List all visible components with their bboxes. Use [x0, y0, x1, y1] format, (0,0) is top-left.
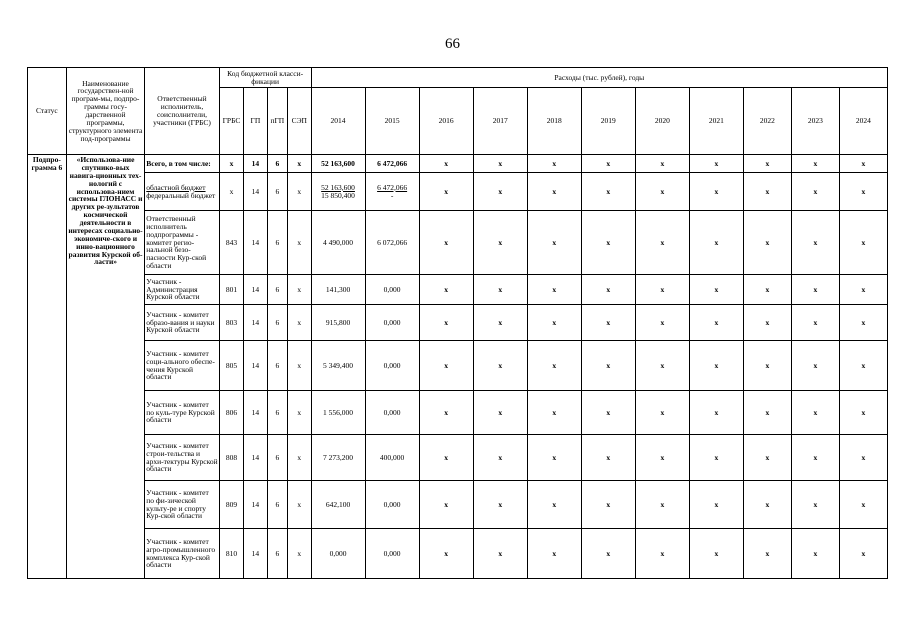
amount-cell: x [473, 435, 527, 481]
code-cell: 14 [244, 275, 267, 305]
code-cell: x [288, 155, 311, 173]
program-name-cell: «Использова-ние спутнико-вых навига-ционных тех-нологий с использова-нием системы ГЛОНАСС и других ре-зультатов космической деятельности в интересах социально-экономиче-ского и инно-вационного развития Курской об-ласти» [66, 155, 145, 579]
amount-cell: x [635, 211, 689, 275]
amount-cell: x [635, 275, 689, 305]
amount-cell: 52 163,600 [311, 155, 365, 173]
executor-cell [145, 173, 219, 211]
amount-cell: x [581, 211, 635, 275]
amount-cell: 400,000 [365, 435, 419, 481]
amount-cell: x [743, 155, 791, 173]
code-cell: 6 [267, 481, 287, 529]
code-cell: x [288, 173, 311, 211]
code-cell: 6 [267, 305, 287, 341]
amount-cell: 1 556,000 [311, 391, 365, 435]
amount-cell: x [419, 305, 473, 341]
status-cell: Подпро-грамма 6 [28, 155, 67, 579]
amount-cell: x [419, 275, 473, 305]
amount-cell: x [635, 305, 689, 341]
amount-cell: 0,000 [365, 529, 419, 579]
amount-cell: x [791, 481, 839, 529]
code-cell: 6 [267, 391, 287, 435]
amount-cell: x [743, 173, 791, 211]
amount-cell: 5 349,400 [311, 341, 365, 391]
executor-cell: Участник - Администрация Курской области [145, 275, 219, 305]
code-header: СЭП [288, 88, 311, 155]
code-cell: 14 [244, 305, 267, 341]
amount-cell: x [839, 275, 887, 305]
code-cell: x [288, 275, 311, 305]
amount-cell: x [419, 529, 473, 579]
code-cell: 6 [267, 529, 287, 579]
table-row [28, 481, 888, 529]
amount-cell: x [689, 211, 743, 275]
executor-cell: Участник - комитет по фи-зической культу-ре и спорту Кур-ской области [145, 481, 219, 529]
amount-cell: x [791, 435, 839, 481]
amount-cell: x [689, 173, 743, 211]
amount-cell: x [527, 341, 581, 391]
code-cell: x [288, 481, 311, 529]
amount-cell: x [419, 211, 473, 275]
amount-cell: x [839, 305, 887, 341]
amount-cell: x [527, 435, 581, 481]
amount-cell: x [743, 435, 791, 481]
amount-cell: x [689, 155, 743, 173]
code-header: ГП [244, 88, 267, 155]
executor-cell: Участник - комитет по куль-туре Курской области [145, 391, 219, 435]
year-header: 2021 [689, 88, 743, 155]
year-header: 2022 [743, 88, 791, 155]
amount-cell: x [527, 275, 581, 305]
year-header: 2024 [839, 88, 887, 155]
amount-cell: x [635, 173, 689, 211]
amount-cell: 0,000 [365, 305, 419, 341]
executor-header: Ответственный исполнитель, соисполнители, участники (ГРБС) [145, 68, 219, 155]
executor-cell: Ответственный исполнитель подпрограммы - комитет регио-нальной безо-пасности Кур-ской области [145, 211, 219, 275]
code-cell: 14 [244, 529, 267, 579]
table-row [28, 391, 888, 435]
amount-cell: x [791, 155, 839, 173]
code-cell: 14 [244, 435, 267, 481]
amount-cell: x [473, 341, 527, 391]
amount-cell: x [635, 481, 689, 529]
code-cell: 806 [219, 391, 243, 435]
amount-cell: x [743, 391, 791, 435]
table-row [28, 341, 888, 391]
code-cell: 801 [219, 275, 243, 305]
year-header: 2014 [311, 88, 365, 155]
executor-cell: Участник - комитет агро-промышленного комплекса Кур-ской области [145, 529, 219, 579]
executor-line: областной бюджет [146, 182, 206, 192]
amount-cell: x [473, 155, 527, 173]
amount-cell: x [689, 435, 743, 481]
amount-cell: x [419, 481, 473, 529]
amount-cell: x [791, 173, 839, 211]
amount-cell: x [791, 341, 839, 391]
code-cell: 14 [244, 391, 267, 435]
code-cell: 14 [244, 341, 267, 391]
year-header: 2018 [527, 88, 581, 155]
amount-cell: x [527, 155, 581, 173]
amount-cell: x [473, 391, 527, 435]
amount-cell: x [473, 481, 527, 529]
code-cell: 805 [219, 341, 243, 391]
code-cell: x [288, 391, 311, 435]
amount-cell: 6 072,066 [365, 211, 419, 275]
amount-cell: x [419, 391, 473, 435]
code-cell: 14 [244, 155, 267, 173]
table-row [28, 155, 888, 173]
amount-cell: x [581, 173, 635, 211]
amount-cell: 0,000 [365, 481, 419, 529]
executor-line: федеральный бюджет [146, 190, 216, 200]
year-header: 2020 [635, 88, 689, 155]
amount-cell: x [791, 275, 839, 305]
code-cell: 803 [219, 305, 243, 341]
code-cell: 14 [244, 173, 267, 211]
amount-cell: x [839, 435, 887, 481]
amount-cell: x [743, 341, 791, 391]
amount-cell: 0,000 [365, 275, 419, 305]
amount-cell: 7 273,200 [311, 435, 365, 481]
table-row [28, 173, 888, 211]
amount-cell: x [419, 173, 473, 211]
amount-cell: x [635, 435, 689, 481]
amount-cell: x [419, 341, 473, 391]
amount-cell: 0,000 [311, 529, 365, 579]
amount-cell: x [581, 529, 635, 579]
code-cell: x [219, 155, 243, 173]
code-cell: 6 [267, 173, 287, 211]
executor-cell: Всего, в том числе: [145, 155, 219, 173]
amount-cell: x [581, 391, 635, 435]
table-body [28, 155, 888, 579]
amount-cell: x [743, 275, 791, 305]
amount-cell: x [791, 305, 839, 341]
amount-cell: x [689, 275, 743, 305]
program-name-header: Наименование государствен-ной програм-мы, подпро-граммы госу-дарственной программы, структурного элемента под-программы [66, 68, 145, 155]
amount-cell: x [419, 155, 473, 173]
amount-line: - [390, 190, 394, 200]
year-header: 2015 [365, 88, 419, 155]
year-header: 2016 [419, 88, 473, 155]
code-cell: 809 [219, 481, 243, 529]
amount-cell: x [689, 529, 743, 579]
expenses-header: Расходы (тыс. рублей), годы [311, 68, 887, 88]
code-cell: x [288, 341, 311, 391]
executor-cell: Участник - комитет соци-ального обеспе-чения Курской области [145, 341, 219, 391]
amount-cell: x [473, 173, 527, 211]
amount-cell: x [791, 391, 839, 435]
amount-cell: x [839, 211, 887, 275]
code-header: ГРБС [219, 88, 243, 155]
amount-cell: x [743, 481, 791, 529]
amount-cell: x [839, 155, 887, 173]
amount-cell: x [689, 481, 743, 529]
amount-cell: 6 472,066 [365, 155, 419, 173]
amount-cell: x [635, 391, 689, 435]
budget-code-header: Код бюджетной класси-фикации [219, 68, 311, 88]
amount-cell: x [791, 529, 839, 579]
amount-cell [365, 173, 419, 211]
amount-cell: 141,300 [311, 275, 365, 305]
code-cell: 810 [219, 529, 243, 579]
page-number: 66 [445, 36, 460, 52]
amount-cell: x [581, 305, 635, 341]
table-row [28, 211, 888, 275]
budget-table [27, 67, 888, 579]
code-cell: 14 [244, 211, 267, 275]
amount-cell: x [839, 341, 887, 391]
amount-cell: x [581, 155, 635, 173]
code-cell: 808 [219, 435, 243, 481]
amount-cell: x [839, 173, 887, 211]
amount-cell: x [473, 305, 527, 341]
amount-cell: x [581, 275, 635, 305]
amount-cell: x [839, 391, 887, 435]
amount-cell: x [419, 435, 473, 481]
amount-cell: x [527, 481, 581, 529]
table-row [28, 305, 888, 341]
table-row [28, 275, 888, 305]
amount-cell: x [689, 305, 743, 341]
code-cell: 6 [267, 211, 287, 275]
amount-cell: x [743, 529, 791, 579]
amount-cell: x [527, 305, 581, 341]
amount-line: 6 472,066 [377, 182, 408, 192]
code-cell: 6 [267, 435, 287, 481]
amount-cell: x [743, 305, 791, 341]
code-cell: 14 [244, 481, 267, 529]
amount-line: 15 850,400 [321, 190, 355, 200]
amount-cell: x [527, 211, 581, 275]
amount-cell: x [473, 529, 527, 579]
code-cell: x [288, 529, 311, 579]
amount-cell: x [473, 275, 527, 305]
year-header: 2017 [473, 88, 527, 155]
amount-cell: 915,800 [311, 305, 365, 341]
amount-cell: 0,000 [365, 341, 419, 391]
status-header: Статус [28, 68, 67, 155]
amount-cell: x [689, 341, 743, 391]
code-cell: 6 [267, 341, 287, 391]
amount-cell: 642,100 [311, 481, 365, 529]
table-row [28, 529, 888, 579]
year-header: 2023 [791, 88, 839, 155]
amount-cell: x [689, 391, 743, 435]
amount-cell: x [581, 481, 635, 529]
amount-cell: x [839, 529, 887, 579]
amount-cell: 4 490,000 [311, 211, 365, 275]
amount-cell: x [527, 529, 581, 579]
code-cell: x [219, 173, 243, 211]
amount-cell: x [635, 529, 689, 579]
amount-cell: x [743, 211, 791, 275]
year-header: 2019 [581, 88, 635, 155]
code-header: пГП [267, 88, 287, 155]
code-cell: x [288, 305, 311, 341]
amount-cell: x [635, 341, 689, 391]
code-cell: x [288, 435, 311, 481]
code-cell: x [288, 211, 311, 275]
table-row [28, 435, 888, 481]
amount-cell: x [527, 173, 581, 211]
amount-cell: x [635, 155, 689, 173]
amount-cell: x [581, 435, 635, 481]
amount-cell [311, 173, 365, 211]
amount-cell: x [473, 211, 527, 275]
amount-cell: x [527, 391, 581, 435]
executor-cell: Участник - комитет строи-тельства и архи-тектуры Курской области [145, 435, 219, 481]
executor-cell: Участник - комитет образо-вания и науки Курской области [145, 305, 219, 341]
amount-cell: x [581, 341, 635, 391]
code-cell: 6 [267, 275, 287, 305]
amount-line: 52 163,600 [321, 182, 355, 192]
amount-cell: x [839, 481, 887, 529]
amount-cell: 0,000 [365, 391, 419, 435]
code-cell: 843 [219, 211, 243, 275]
code-cell: 6 [267, 155, 287, 173]
amount-cell: x [791, 211, 839, 275]
